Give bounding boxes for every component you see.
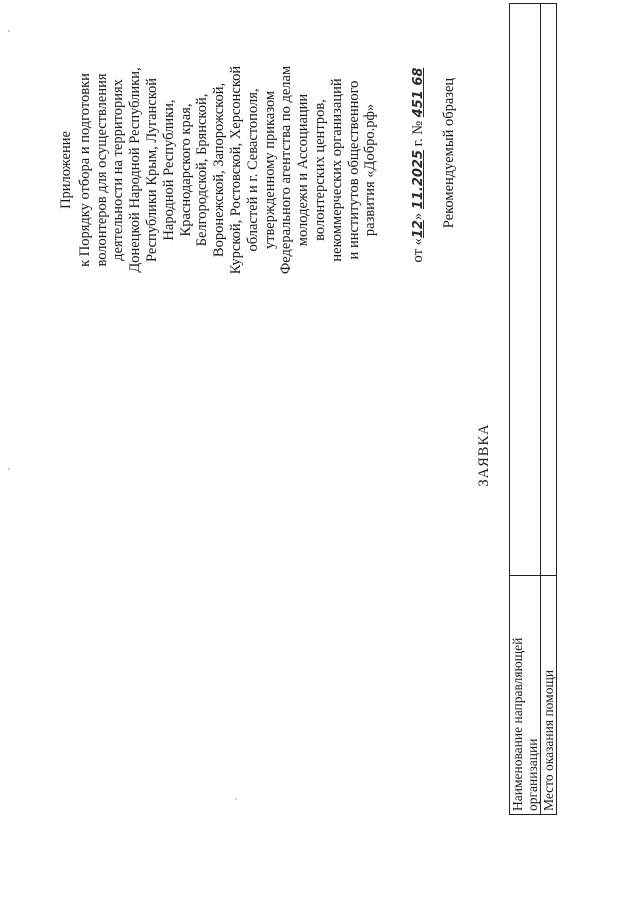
appendix-line: молодежи и Ассоциации (295, 93, 312, 247)
appendix-line: Народной Республики, (160, 99, 177, 241)
appendix-line: волонтеров для осуществления (93, 73, 110, 267)
appendix-line: и институтов общественного (345, 80, 362, 260)
appendix-title: Приложение (58, 131, 74, 209)
order-day: 12 (411, 220, 426, 239)
scan-speck (8, 468, 10, 470)
appendix-line: Федерального агентства по делам (278, 65, 295, 275)
recommended-label: Рекомендуемый образец (441, 77, 457, 229)
appendix-line: Донецкой Народной Республики, (127, 67, 144, 273)
appendix-line: некоммерческих организаций (328, 78, 345, 262)
appendix-line: Воронежской, Запорожской, (211, 82, 228, 258)
appendix-block (58, 20, 379, 320)
appendix-line: Белгородской, Брянской, (194, 93, 211, 247)
form-label: Место оказания помощи (541, 576, 557, 815)
appendix-line: волонтерских центров, (311, 99, 328, 241)
table-row (541, 4, 557, 815)
form-label: Наименование направляющей организации (510, 576, 541, 815)
appendix-line: Краснодарского края, (177, 103, 194, 237)
appendix-line: утвержденному приказом (261, 90, 278, 250)
appendix-line: областей и г. Севастополя, (244, 88, 261, 252)
application-form-table (509, 3, 557, 815)
scan-speck (8, 30, 10, 32)
scan-speck (235, 798, 237, 800)
order-reference (410, 10, 427, 320)
table-row (510, 4, 541, 815)
order-prefix: от « (410, 238, 426, 263)
order-year-suffix: г. № (410, 120, 426, 147)
appendix-line: деятельности на территориях (110, 79, 127, 261)
appendix-line: развития «Добро.рф» (362, 103, 379, 237)
appendix-line: Курской, Ростовской, Херсонской (227, 65, 244, 275)
order-number: 451 68 (411, 67, 426, 118)
form-value-field[interactable] (541, 4, 557, 576)
order-quote-close: » (410, 212, 426, 221)
appendix-line: к Порядку отбора и подготовки (76, 73, 93, 267)
form-value-field[interactable] (510, 4, 541, 576)
order-month-year: 11.2025 (411, 149, 426, 210)
appendix-line: Республики Крым, Луганской (143, 77, 160, 263)
document-title: ЗАЯВКА (476, 423, 492, 487)
